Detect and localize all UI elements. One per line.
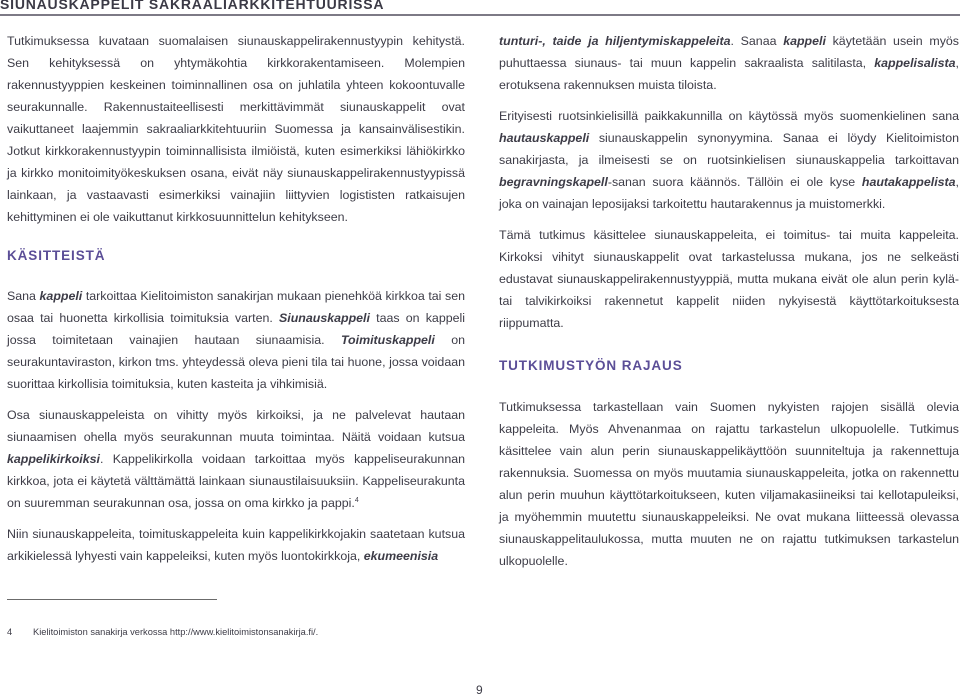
footnote-text: Kielitoimiston sanakirja verkossa http://www.kielitoimistonsanakirja.fi/. <box>33 627 319 637</box>
paragraph-rajaus: Tutkimuksessa tarkastellaan vain Suomen nykyisten rajojen sisällä olevia kappeleita. Myös Ahvenanmaa on rajattu tarkastelun ulkopuolelle. Tutkimus käsittelee vain alun perin siunauskappelikäyttöön suunniteltuja ja rakennettuja rakennuksia. Suomessa on myös muutamia siunauskappeleita, jotka on rakennettu alun perin muuhun käyttötarkoitukseen, kuten viljamakasiineiksi tai kellotapuleiksi, ja myöhemmin muutettu siunauskappeleiksi. Ne ovat mukana liitteessä olevassa siunauskappelitaulukossa, mutta muuten ne on rajattu tutkimuksen tarkastelun ulkopuolelle. <box>499 400 959 568</box>
text-span: taas on kappeli jossa toimitetaan vainajien hautaan siunaamisia. <box>7 311 465 347</box>
footnote-reference: 4 <box>354 497 359 504</box>
intro-paragraph: Tutkimuksessa kuvataan suomalaisen siunauskappelirakennustyypin kehitystä. Sen kehityksessä on yhtymäkohtia kirkkorakentamiseen. Molempien rakennustyyppien keskeinen toiminnallinen osa on juhlatila yhteen kokoontuvalle seurakunnalle. Rakennustaiteellisesti merkittävimmät siunauskappelit ovat vaikuttaneet laajemmin sakraaliarkkitehtuuriin Suomessa ja kansainvälisestikin. Jotkut kirkkorakennustyypin toiminnallisista ilmiöistä, kuten esimerkiksi lähiökirkko ja kirkko monitoimityökeskuksen osana, eivät näy siunauskappelirakennustyypissä lainkaan, ja vastaavasti esimerkiksi vainajiin liittyvien logististen ratkaisujen kehittyminen ei ole vaikuttanut kirkkosuunnittelun kehitykseen. <box>7 34 465 224</box>
text-span: Osa siunauskappeleista on vihitty myös kirkoiksi, ja ne palvelevat hautaan siunaamisen ohella myös seurakunnan muuta toimintaa. Näitä voidaan kutsua <box>7 408 465 444</box>
term-begravningskapell: begravningskapell <box>499 175 608 189</box>
text-span: , joka on vainajan leposijaksi tarkoitettu hautarakennus ja muistomerkki. <box>499 175 959 211</box>
paragraph-kappelikirkko <box>7 404 465 514</box>
term-hautauskappeli: hautauskappeli <box>499 131 590 145</box>
footnote-rule <box>7 599 217 600</box>
right-column <box>499 30 959 572</box>
term-kappelisali: kappelisalista <box>874 56 956 70</box>
text-span: . Sanaa <box>730 34 784 48</box>
text-span: . Kappelikirkolla voidaan tarkoittaa myös kappeliseurakunnan kirkkoa, jota ei käytetä välttämättä lainkaan siunaustilaisuuksiin. Kappeliseurakunta on suuremman seurakunnan osa, jossa on oma kirkko ja pappi. <box>7 452 465 510</box>
paragraph-scope: Tämä tutkimus käsittelee siunauskappeleita, ei toimitus- tai muita kappeleita. Kirkoksi vihityt siunauskappelit ovat tarkastelussa mukana, jos ne selkeästi edustavat siunauskappelirakennustyyppiä, mutta mukana eivät ole alun perin kylä- tai talvikirkoiksi rakennetut kappelit niiden nykyisestä käyttötarkoituksesta riippumatta. <box>499 228 959 330</box>
term-kappeli: kappeli <box>39 289 83 303</box>
term-kappelikirkko: kappelikirkoiksi <box>7 452 100 466</box>
term-toimituskappeli: Toimituskappeli <box>340 333 435 347</box>
paragraph-arkikieli <box>7 523 465 567</box>
paragraph-kappeli-definition <box>7 285 465 395</box>
left-column <box>7 30 465 567</box>
text-span: siunauskappelin synonyymina. Sanaa ei löydy Kielitoimiston sanakirjasta, ja ilmeisesti se on ruotsinkielisen siunauskappelia tarkoittavan <box>499 131 959 167</box>
term-tunturikappelit: tunturi-, taide ja hiljentymiskappeleita <box>499 34 731 48</box>
running-header-title: SIUNAUSKAPPELIT SAKRAALIARKKITEHTUURISSA <box>0 0 385 12</box>
term-kappeli: kappeli <box>783 34 826 48</box>
text-span: -sanan suora käännös. Tällöin ei ole kyse <box>607 175 862 189</box>
term-hautakappeli: hautakappelista <box>861 175 956 189</box>
text-span: Sana <box>7 289 40 303</box>
text-span: Erityisesti ruotsinkielisillä paikkakunnilla on käytössä myös suomenkielinen sana <box>499 109 959 123</box>
page-number: 9 <box>476 683 483 697</box>
footnote <box>7 627 318 637</box>
text-span: on seurakuntaviraston, kirkon tms. yhteydessä oleva pieni tila tai huone, jossa voidaan suorittaa kirkollisia toimituksia, kuten kasteita ja vihkimisiä. <box>7 333 465 391</box>
section-heading-kasitteista: KÄSITTEISTÄ <box>7 248 106 263</box>
section-heading-rajaus: TUTKIMUSTYÖN RAJAUS <box>499 358 683 373</box>
term-siunauskappeli: Siunauskappeli <box>279 311 370 325</box>
text-span: käytetään usein myös puhuttaessa siunaus- tai muun kappelin sakraalista salitilasta, <box>499 34 959 70</box>
text-span: , erotuksena rakennuksen muista tiloista. <box>499 56 959 92</box>
text-span: Niin siunauskappeleita, toimituskappeleita kuin kappelikirkkojakin saatetaan kutsua arkikielessä lyhyesti vain kappeleiksi, kuten myös luontokirkkoja, <box>7 527 465 563</box>
running-header <box>0 0 960 17</box>
text-span: tarkoittaa Kielitoimiston sanakirjan mukaan pienehköä kirkkoa tai sen osaa tai huonetta kirkollisia toimituksia varten. <box>7 289 465 325</box>
term-ekumeeniset: ekumeenisia <box>363 549 439 563</box>
paragraph-kappelisali <box>499 30 959 96</box>
header-rule <box>0 14 960 16</box>
paragraph-hautauskappeli <box>499 105 959 215</box>
footnote-number: 4 <box>7 627 13 637</box>
